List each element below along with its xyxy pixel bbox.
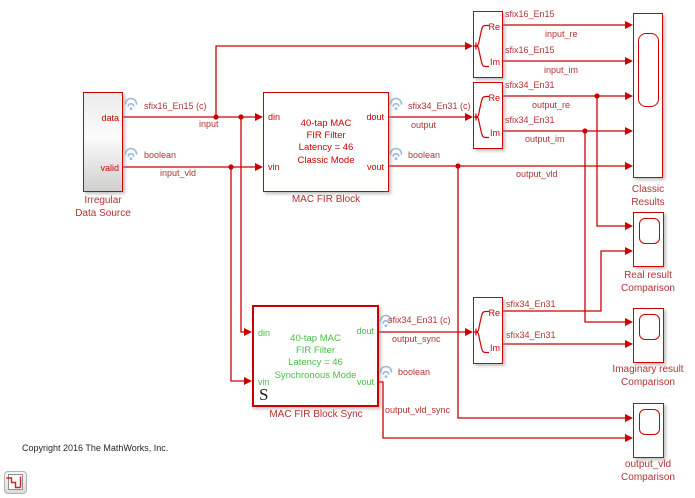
scope-classic-results[interactable] [633, 13, 663, 178]
port-label-data: data [101, 113, 119, 123]
arrowhead-icon [465, 113, 473, 121]
signal-type-output: sfix34_En31 (c) [408, 101, 471, 111]
arrowhead-icon [625, 21, 633, 29]
signal-type-input-vld: boolean [144, 150, 177, 160]
signal-logging-icon[interactable] [391, 99, 402, 110]
arrowhead-icon [625, 340, 633, 348]
arrowhead-icon [244, 328, 252, 336]
signal-type-input-re: sfix16_En15 [505, 9, 555, 19]
port-label-din-sync: din [258, 328, 271, 338]
arrowhead-icon [625, 92, 633, 100]
port-label-re: Re [488, 308, 500, 318]
block-name-output-vld-comparison[interactable]: output_vld Comparison [621, 459, 675, 483]
scope-output-vld-comparison[interactable] [633, 403, 664, 458]
complex-to-real-imag-sync-block[interactable] [473, 297, 503, 364]
copyright-annotation: Copyright 2016 The MathWorks, Inc. [22, 443, 169, 453]
port-label-re: Re [488, 93, 500, 103]
port-label-im: Im [490, 343, 500, 353]
signal-name-output-vld[interactable]: output_vld [516, 169, 558, 179]
scope-display-icon [639, 218, 660, 244]
signal-name-output[interactable]: output [411, 120, 437, 130]
signal-type-sync-im: sfix34_En31 [506, 330, 556, 340]
arrowhead-icon [625, 318, 633, 326]
port-label-im: Im [490, 128, 500, 138]
signal-name-input-im[interactable]: input_im [544, 65, 579, 75]
arrowhead-icon [625, 57, 633, 65]
signal-type-input: sfix16_En15 (c) [144, 101, 207, 111]
arrowhead-icon [625, 127, 633, 135]
wire-junction-dot [228, 164, 233, 169]
wire-junction-dot [238, 114, 243, 119]
wire-junction-dot [582, 128, 587, 133]
port-label-vin: vin [268, 162, 280, 172]
mac-fir-block[interactable] [263, 92, 389, 192]
mac-fir-block-sync[interactable] [252, 305, 379, 407]
signal-type-output-sync: sfix34_En31 (c) [388, 315, 451, 325]
wire-input-vld[interactable] [123, 167, 255, 381]
port-label-im: Im [490, 57, 500, 67]
port-label-valid: valid [100, 163, 119, 173]
port-label-vin-sync: vin [258, 377, 270, 387]
block-name-mac-fir-block[interactable]: MAC FIR Block [291, 194, 361, 205]
signal-name-input[interactable]: input [199, 119, 219, 129]
complex-to-real-imag-input-block[interactable] [473, 11, 503, 78]
block-name-irregular-data-source[interactable]: Irregular Data Source [75, 195, 131, 219]
scope-real-result-comparison[interactable] [633, 212, 664, 267]
complex-split-icon [473, 11, 503, 78]
signal-name-input-vld[interactable]: input_vld [160, 168, 197, 178]
step-signal-icon [5, 472, 26, 493]
arrowhead-icon [625, 222, 633, 230]
wire-junction-dot [594, 93, 599, 98]
port-label-dout: dout [366, 112, 384, 122]
signal-name-output-sync[interactable]: output_sync [392, 334, 441, 344]
signal-logging-icon[interactable] [126, 99, 137, 110]
signal-name-output-im[interactable]: output_im [525, 134, 565, 144]
scope-display-icon [639, 314, 660, 340]
arrowhead-icon [625, 434, 633, 442]
simulink-s-badge: S [259, 385, 269, 404]
signal-type-sync-re: sfix34_En31 [506, 299, 556, 309]
block-name-mac-fir-block-sync[interactable]: MAC FIR Block Sync [269, 409, 363, 420]
signal-type-output-vld-sync: boolean [398, 367, 431, 377]
port-label-vout: vout [366, 162, 384, 172]
arrowhead-icon [625, 414, 633, 422]
sample-time-legend-badge[interactable] [4, 471, 27, 494]
arrowhead-icon [465, 42, 473, 50]
signal-type-input-im: sfix16_En15 [505, 45, 555, 55]
signal-type-output-im: sfix34_En31 [505, 115, 555, 125]
complex-split-icon [473, 82, 503, 149]
signal-name-output-re[interactable]: output_re [532, 100, 571, 110]
block-name-imaginary-result-comparison[interactable]: Imaginary result Comparison [612, 364, 684, 388]
arrowhead-icon [625, 247, 633, 255]
complex-to-real-imag-output-block[interactable] [473, 82, 503, 149]
port-label-re: Re [488, 22, 500, 32]
signal-logging-icon[interactable] [381, 367, 392, 378]
signal-name-output-vld-sync[interactable]: output_vld_sync [385, 405, 451, 415]
block-name-classic-results[interactable]: Classic Results [631, 184, 665, 208]
scope-display-icon [639, 409, 660, 435]
scope-imaginary-result-comparison[interactable] [633, 308, 664, 363]
port-label-vout-sync: vout [356, 377, 374, 387]
arrowhead-icon [625, 162, 633, 170]
wire-junction-dot [455, 163, 460, 168]
mac-fir-block-text: 40-tap MAC FIR Filter Latency = 46 Classic Mode [297, 118, 355, 166]
wire-output-vld[interactable] [389, 166, 625, 418]
block-name-real-result-comparison[interactable]: Real result Comparison [621, 270, 675, 294]
signal-type-output-re: sfix34_En31 [505, 80, 555, 90]
complex-split-icon [473, 297, 503, 364]
arrowhead-icon [255, 163, 263, 171]
signal-logging-icon[interactable] [126, 149, 137, 161]
signal-name-input-re[interactable]: input_re [545, 29, 578, 39]
port-label-dout-sync: dout [356, 326, 374, 336]
arrowhead-icon [244, 377, 252, 385]
port-label-din: din [268, 112, 281, 122]
scope-display-icon [638, 33, 659, 107]
signal-type-output-vld: boolean [408, 150, 441, 160]
mac-fir-block-sync-text: 40-tap MAC FIR Filter Latency = 46 Synchronous Mode [274, 333, 357, 381]
arrowhead-icon [465, 328, 473, 336]
arrowhead-icon [255, 113, 263, 121]
irregular-data-source-block[interactable] [83, 92, 123, 192]
signal-logging-icon[interactable] [391, 149, 402, 161]
